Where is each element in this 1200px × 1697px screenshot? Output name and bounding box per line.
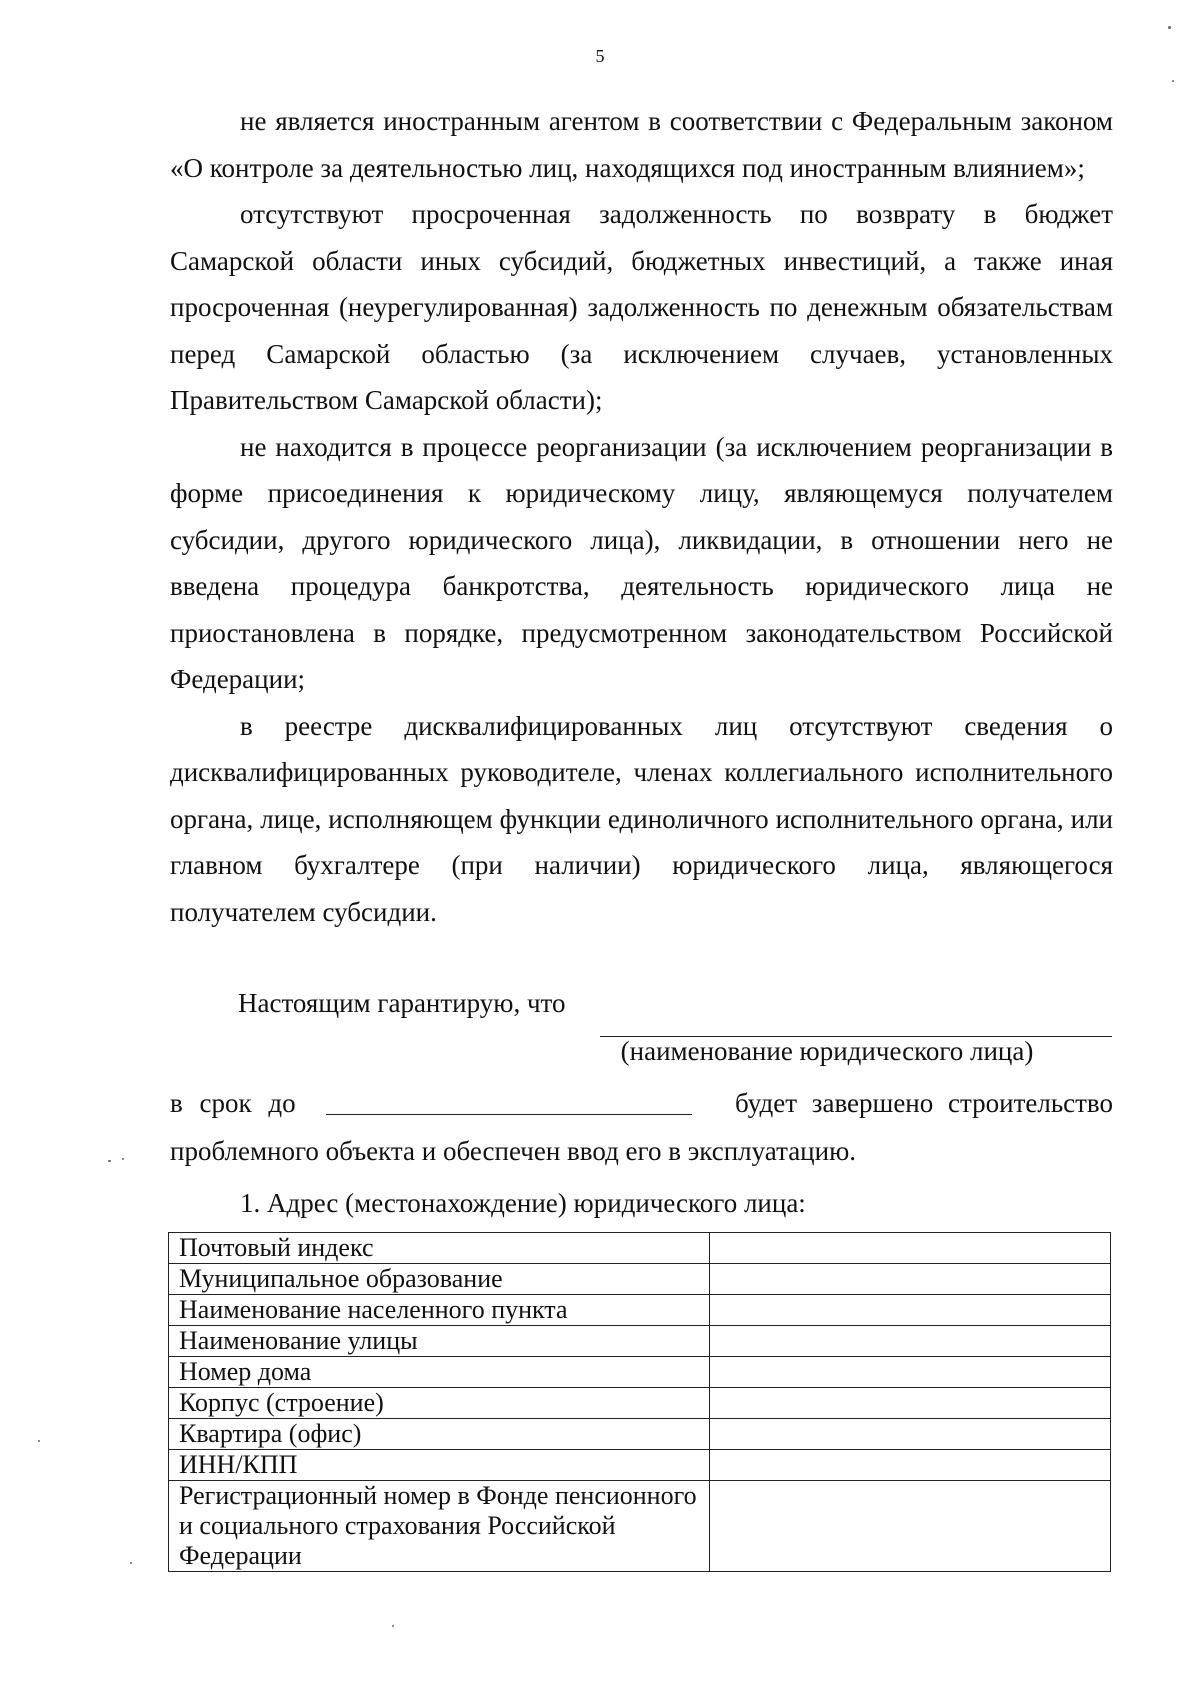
table-row [169, 1481, 1111, 1572]
legal-entity-name-caption: (наименование юридического лица) [620, 1036, 1034, 1066]
row-value[interactable] [710, 1481, 1111, 1572]
document-body [170, 98, 1113, 935]
row-label: Корпус (строение) [169, 1388, 710, 1419]
table-row [169, 1264, 1111, 1295]
row-value[interactable] [710, 1388, 1111, 1419]
table-row [169, 1295, 1111, 1326]
scan-speck [1172, 80, 1174, 82]
paragraph-not-foreign-agent: не является иностранным агентом в соответствии с Федеральным законом «О контроле за деятельностью лиц, находящихся под иностранным влиянием»; [170, 106, 1113, 183]
deadline-date-blank[interactable] [326, 1114, 692, 1115]
paragraph-no-reorganization: не находится в процессе реорганизации (за исключением реорганизации в форме присоединения к юридическому лицу, являющемуся получателем субсидии, другого юридического лица), ликвидации, в отношении него не введена процедура банкротства, деятельность юридического лица не приостановлена в порядке, предусмотренном законодательством Российской Федерации; [170, 431, 1113, 694]
row-label: Наименование населенного пункта [169, 1295, 710, 1326]
row-value[interactable] [710, 1264, 1111, 1295]
row-label: ИНН/КПП [169, 1450, 710, 1481]
row-label: Квартира (офис) [169, 1419, 710, 1450]
table-row [169, 1450, 1111, 1481]
deadline-suffix: будет завершено строительство [735, 1088, 1113, 1118]
deadline-prefix: в срок до [170, 1088, 296, 1118]
row-label: Муниципальное образование [169, 1264, 710, 1295]
row-value[interactable] [710, 1450, 1111, 1481]
scan-speck [38, 1440, 40, 1442]
commissioning-text: проблемного объекта и обеспечен ввод его в эксплуатацию. [170, 1136, 856, 1166]
row-label: Почтовый индекс [169, 1233, 710, 1264]
row-value[interactable] [710, 1357, 1111, 1388]
table-row [169, 1326, 1111, 1357]
scan-speck [122, 1158, 124, 1160]
table-row [169, 1233, 1111, 1264]
scan-speck [108, 1160, 111, 1162]
guarantee-statement: Настоящим гарантирую, что [238, 988, 566, 1018]
row-label: Регистрационный номер в Фонде пенсионного и социального страхования Российской Федерации [169, 1481, 710, 1572]
paragraph-no-debt: отсутствуют просроченная задолженность по возврату в бюджет Самарской области иных субсидий, бюджетных инвестиций, а также иная просроченная (неурегулированная) задолженность по денежным обязательствам перед Самарской областью (за исключением случаев, установленных Правительством Самарской области); [170, 199, 1113, 415]
table-row [169, 1388, 1111, 1419]
scan-speck [130, 1562, 132, 1564]
row-value[interactable] [710, 1326, 1111, 1357]
row-value[interactable] [710, 1295, 1111, 1326]
page-number: 5 [595, 46, 605, 66]
row-label: Наименование улицы [169, 1326, 710, 1357]
row-value[interactable] [710, 1233, 1111, 1264]
scan-speck [1168, 26, 1171, 29]
address-table [168, 1232, 1111, 1572]
paragraph-disqualified-registry: в реестре дисквалифицированных лиц отсутствуют сведения о дисквалифицированных руководителе, членах коллегиального исполнительного органа, лице, исполняющем функции единоличного исполнительного органа, или главном бухгалтере (при наличии) юридического лица, являющегося получателем субсидии. [170, 710, 1113, 927]
table-row [169, 1419, 1111, 1450]
row-value[interactable] [710, 1419, 1111, 1450]
address-section-heading: 1. Адрес (местонахождение) юридического лица: [240, 1188, 806, 1218]
scan-speck [392, 1625, 394, 1627]
row-label: Номер дома [169, 1357, 710, 1388]
table-row [169, 1357, 1111, 1388]
